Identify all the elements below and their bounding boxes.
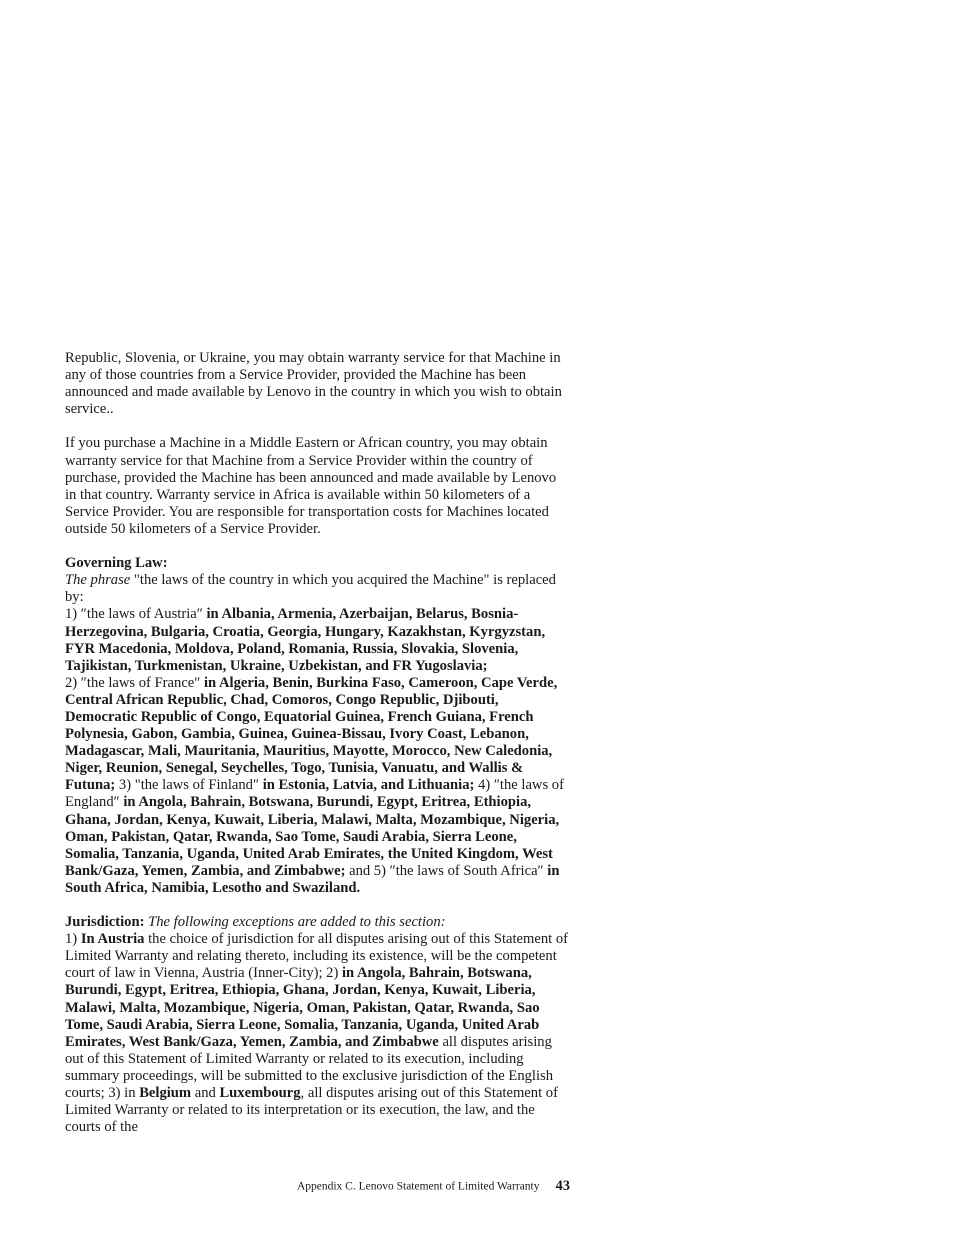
- page-footer: [65, 1177, 570, 1195]
- section-governing-law: [65, 555, 570, 897]
- governing-law-phrase-italic: The phrase: [65, 572, 131, 589]
- jurisdiction-item-2-countries: in Angola, Bahrain, Botswana, Burundi, Egypt, Eritrea, Ethiopia, Ghana, Jordan, Kenya, Kuwait, Liberia, Malawi, Malta, Mozambique, Nigeria, Oman, Pakistan, Qatar, Rwanda, Sao Tome, Saudi Arabia, Sierra Leone, Somalia, Tanzania, Uganda, United Arab Emirates, West Bank/Gaza, Yemen, Zambia, and Zimbabwe: [65, 965, 540, 1050]
- jurisdiction-item-1-number: 1): [65, 931, 81, 948]
- governing-law-item-5-countries: in South Africa, Namibia, Lesotho and Swaziland.: [65, 862, 560, 896]
- jurisdiction-item-2-text: all disputes arising out of this Statement of Limited Warranty or related to its execution, including summary proceedings, will be submitted to the exclusive jurisdiction of the English courts; 3) in: [65, 1033, 553, 1102]
- section-jurisdiction: [65, 914, 570, 1136]
- jurisdiction-intro: The following exceptions are added to this section:: [148, 914, 446, 931]
- paragraph-middle-east-africa-service: If you purchase a Machine in a Middle Eastern or African country, you may obtain warranty service for that Machine from a Service Provider within the country of purchase, provided the Machine has been announced and made available by Lenovo in that country. Warranty service in Africa is available within 50 kilometers of a Service Provider. You are responsible for transportation costs for Machines located outside 50 kilometers of a Service Provider.: [65, 435, 557, 537]
- governing-law-heading: Governing Law:: [65, 555, 168, 572]
- governing-law-item-3-text: 3) "the laws of Finland″: [115, 777, 263, 794]
- jurisdiction-luxembourg: Luxembourg: [219, 1085, 301, 1102]
- governing-law-item-5-text: and 5) ″the laws of South Africa″: [345, 862, 548, 879]
- paragraph-eastern-europe-service: Republic, Slovenia, or Ukraine, you may obtain warranty service for that Machine in any of those countries from a Service Provider, provided the Machine has been announced and made available by Lenovo in the country in which you wish to obtain service..: [65, 350, 562, 418]
- jurisdiction-heading: Jurisdiction:: [65, 914, 145, 931]
- document-body: [65, 350, 570, 1136]
- governing-law-item-1-text: 1) ″the laws of Austria″: [65, 606, 207, 623]
- governing-law-phrase-text: "the laws of the country in which you acquired the Machine" is replaced by:: [65, 572, 556, 606]
- jurisdiction-belgium: Belgium: [139, 1085, 192, 1102]
- page-number: 43: [555, 1177, 570, 1194]
- footer-title: Appendix C. Lenovo Statement of Limited Warranty: [296, 1180, 540, 1193]
- jurisdiction-and: and: [191, 1085, 220, 1102]
- governing-law-item-4-countries: in Angola, Bahrain, Botswana, Burundi, Egypt, Eritrea, Ethiopia, Ghana, Jordan, Kenya, Kuwait, Liberia, Malawi, Malta, Mozambique, Nigeria, Oman, Pakistan, Qatar, Rwanda, Sao Tome, Saudi Arabia, Sierra Leone, Somalia, Tanzania, Uganda, United Arab Emirates, the United Kingdom, West Bank/Gaza, Yemen, Zambia, and Zimbabwe;: [65, 794, 560, 879]
- governing-law-item-3-countries: in Estonia, Latvia, and Lithuania;: [262, 777, 475, 794]
- jurisdiction-item-1-text: the choice of jurisdiction for all disputes arising out of this Statement of Limited Warranty and relating thereto, including its existence, will be the competent court of law in Vienna, Austria (Inner-City); 2): [65, 931, 569, 982]
- governing-law-item-1-countries: in Albania, Armenia, Azerbaijan, Belarus, Bosnia-Herzegovina, Bulgaria, Croatia, Georgia, Hungary, Kazakhstan, Kyrgyzstan, FYR Macedonia, Moldova, Poland, Romania, Russia, Slovakia, Slovenia, Tajikistan, Turkmenistan, Ukraine, Uzbekistan, and FR Yugoslavia;: [65, 606, 546, 674]
- governing-law-item-2-countries: in Algeria, Benin, Burkina Faso, Cameroon, Cape Verde, Central African Republic, Chad, Comoros, Congo Republic, Djibouti, Democratic Republic of Congo, Equatorial Guinea, French Guiana, French Polynesia, Gabon, Gambia, Guinea, Guinea-Bissau, Ivory Coast, Lebanon, Madagascar, Mali, Mauritania, Mauritius, Mayotte, Morocco, New Caledonia, Niger, Reunion, Senegal, Seychelles, Togo, Tunisia, Vanuatu, and Wallis & Futuna;: [65, 674, 558, 794]
- jurisdiction-item-3-text: , all disputes arising out of this Statement of Limited Warranty or related to its interpretation or its execution, the law, and the courts of the: [65, 1085, 558, 1136]
- governing-law-item-4-text: 4) ″the laws of England″: [65, 777, 564, 811]
- governing-law-item-2-text: 2) ″the laws of France″: [65, 674, 204, 691]
- jurisdiction-austria: In Austria: [80, 931, 145, 948]
